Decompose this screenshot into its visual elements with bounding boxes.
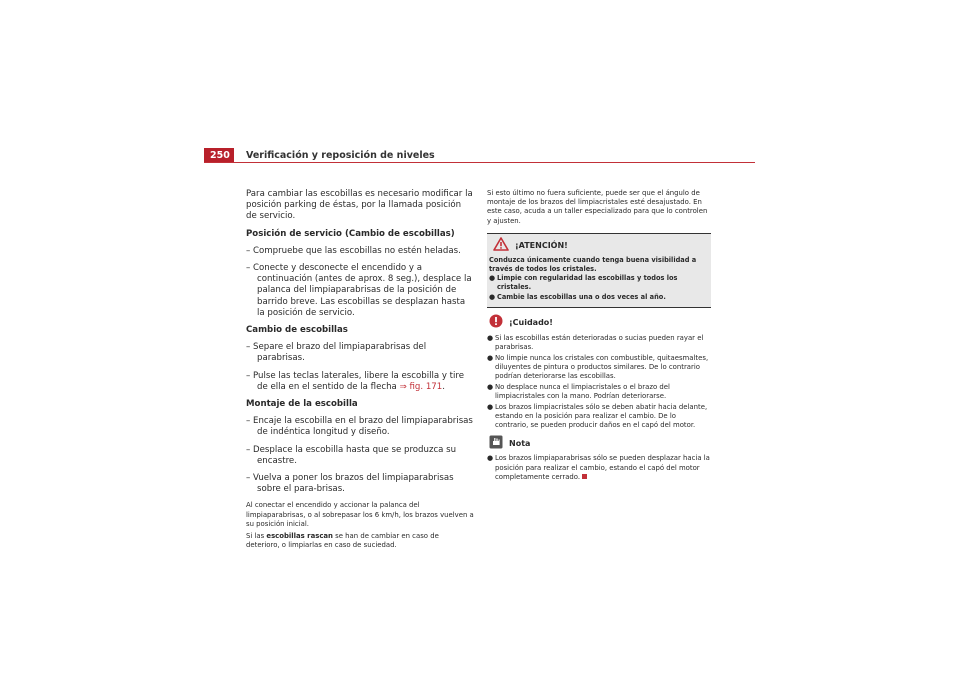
caution-bullet-text: Si las escobillas están deterioradas o sucias pueden rayar el parabrisas. (495, 333, 704, 352)
caution-bullet-text: No desplace nunca el limpiacristales o el brazo del limpiacristales con la mano. Podrían deteriorarse. (495, 382, 670, 401)
caution-bullet-text: Los brazos limpiacristales sólo se deben abatir hacia delante, estando en la posición para realizar el cambio. De lo contrario, se pueden producir daños en el capó del motor. (495, 402, 708, 430)
warning-bullet-text: Cambie las escobillas una o dos veces al año. (497, 293, 666, 302)
note-header (487, 436, 711, 450)
note-title: Nota (509, 438, 531, 448)
right-intro-paragraph: Si esto último no fuera suficiente, puede ser que el ángulo de montaje de los brazos del limpiacristales esté desajustado. En este caso, acuda a un taller especializado para que lo controlen y ajusten. (487, 189, 708, 225)
bullet-dot-icon: ● (487, 353, 494, 362)
caution-bullet (487, 403, 711, 431)
change-step-2-end: . (442, 381, 445, 392)
change-step-1: – Separe el brazo del limpiaparabrisas del parabrisas. (246, 342, 427, 364)
note-paragraph-2 (246, 532, 474, 550)
note-bullet-body (495, 454, 711, 482)
bullet-dot-icon: ● (489, 293, 496, 302)
caution-bullet-text: No limpie nunca los cristales con combustible, quitaesmaltes, diluyentes de pintura o productos similares. De lo contrario podrían deteriorarse las escobillas. (495, 353, 709, 381)
note-bullet-text: Los brazos limpiaparabrisas sólo se pueden desplazar hacia la posición para realizar el cambio, estando el capó del motor completamente cerrado. (495, 454, 710, 481)
service-step-2: – Conecte y desconecte el encendido y a continuación (antes de aprox. 8 seg.), desplace la palanca del limpiaparabrisas de la posición de barrido breve. Las escobillas se desplazan hasta la posición de servicio. (246, 263, 472, 318)
bullet-dot-icon: ● (487, 454, 494, 463)
warning-triangle-icon (493, 237, 509, 254)
caution-bullet (487, 383, 711, 401)
note-2-pre: Si las (246, 532, 267, 541)
note-2-post: se han de cambiar en caso de deterioro, o limpiarlas en caso de suciedad. (246, 532, 439, 550)
warning-bullet-text: Limpie con regularidad las escobillas y todos los cristales. (497, 273, 678, 291)
caution-bullet (487, 354, 711, 382)
service-position-heading: Posición de servicio (Cambio de escobillas) (246, 228, 455, 239)
bullet-dot-icon: ● (487, 402, 494, 411)
caution-bullet (487, 334, 711, 352)
bullet-dot-icon: ● (489, 273, 496, 282)
mount-wiper-heading: Montaje de la escobilla (246, 399, 358, 410)
warning-box (487, 233, 711, 308)
warning-bullet (489, 293, 709, 302)
note-2-bold: escobillas rascan (266, 532, 333, 541)
mount-step-2: – Desplace la escobilla hasta que se produzca su encastre. (246, 444, 457, 466)
note-bullet (487, 454, 711, 482)
change-step-2-text: – Pulse las teclas laterales, libere la escobilla y tire de ella en el sentido de la flecha (246, 370, 465, 392)
page-number: 250 (204, 148, 234, 163)
change-step-2 (246, 371, 474, 393)
caution-exclamation-icon (489, 314, 503, 331)
intro-paragraph: Para cambiar las escobillas es necesario modificar la posición parking de éstas, por la llamada posición de servicio. (246, 189, 473, 222)
header-rule (204, 162, 755, 163)
warning-text: Conduzca únicamente cuando tenga buena visibilidad a través de todos los cristales. (489, 255, 697, 273)
warning-bullet (489, 274, 709, 292)
caution-header (487, 316, 711, 330)
service-step-1: – Compruebe que las escobillas no estén heladas. (246, 245, 461, 256)
page-header-title: Verificación y reposición de niveles (246, 150, 435, 161)
mount-step-3: – Vuelva a poner los brazos del limpiaparabrisas sobre el para-brisas. (246, 473, 454, 495)
mount-step-1: – Encaje la escobilla en el brazo del limpiaparabrisas de indéntica longitud y diseño. (246, 416, 473, 438)
left-column (246, 189, 474, 553)
end-of-section-icon (582, 474, 587, 479)
right-column (487, 189, 711, 483)
change-wipers-heading: Cambio de escobillas (246, 325, 348, 336)
caution-title: ¡Cuidado! (509, 318, 553, 328)
warning-title: ¡ATENCIÓN! (515, 240, 568, 250)
warning-header (489, 238, 709, 253)
bullet-dot-icon: ● (487, 382, 494, 391)
note-paragraph-1: Al conectar el encendido y accionar la palanca del limpiaparabrisas, o al sobrepasar los 6 km/h, los brazos vuelven a su posición inicial. (246, 501, 474, 528)
bullet-dot-icon: ● (487, 333, 494, 342)
note-hand-icon (489, 435, 503, 452)
figure-link[interactable]: ⇒ fig. 171 (399, 381, 443, 392)
